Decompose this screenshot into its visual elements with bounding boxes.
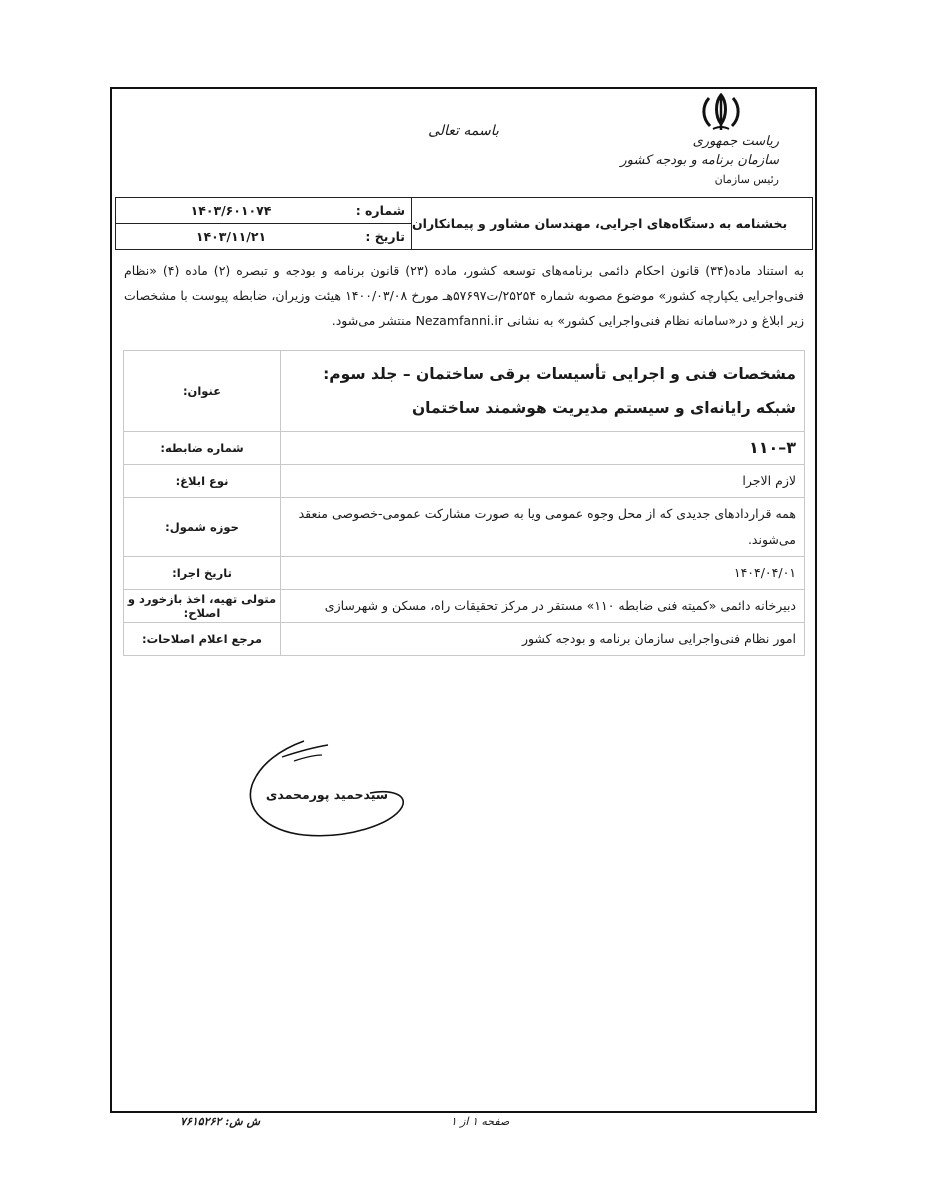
date-row <box>116 224 411 249</box>
org-line-head: رئیس سازمان <box>714 173 779 186</box>
notice-type-label: نوع ابلاغ: <box>124 465 281 498</box>
signatory-name: سیدحمید پورمحمدی <box>265 787 389 802</box>
effective-date-value: ۱۴۰۴/۰۴/۰۱ <box>281 557 805 590</box>
effective-date-label: تاریخ اجرا: <box>124 557 281 590</box>
organization-header <box>620 132 779 189</box>
date-value: ۱۴۰۳/۱۱/۲۱ <box>195 229 267 244</box>
invocation-text: باسمه تعالی <box>428 123 499 139</box>
number-date-box <box>116 198 412 249</box>
scope-value: همه قراردادهای جدیدی که از محل وجوه عمومی ویا به صورت مشارکت عمومی-خصوصی منعقد می‌شوند. <box>281 498 805 557</box>
table-row <box>124 557 805 590</box>
serial-number: ش ش: ۷۶۱۵۲۶۲ <box>180 1115 260 1128</box>
table-row <box>124 432 805 465</box>
code-value: ۳–۱۱۰ <box>281 432 805 465</box>
custodian-value: دبیرخانه دائمی «کمیته فنی ضابطه ۱۱۰» مستقر در مرکز تحقیقات راه، مسکن و شهرسازی <box>281 590 805 623</box>
number-value: ۱۴۰۳/۶۰۱۰۷۴ <box>190 203 272 218</box>
title-value: مشخصات فنی و اجرایی تأسیسات برقی ساختمان – جلد سوم: شبکه رایانه‌ای و سیستم مدیریت هوشمند ساختمان <box>281 351 805 432</box>
number-row <box>116 198 411 224</box>
custodian-label: متولی تهیه، اخذ بازخورد و اصلاح: <box>124 590 281 623</box>
intro-paragraph: به استناد ماده(۳۴) قانون احکام دائمی برنامه‌های توسعه کشور، ماده (۲۳) قانون برنامه و بودجه و تبصره (۲) ماده (۴) «نظام فنی‌واجرایی یکپارچه کشور» موضوع مصوبه شماره ۲۵۲۵۴/ت۵۷۶۹۷هـ مورخ ۱۴۰۰/۰۳/۰۸ هیئت وزیران، ضابطه پیوست با مشخصات زیر ابلاغ و در«سامانه نظام فنی‌واجرایی کشور» به نشانی Nezamfanni.ir منتشر می‌شود. <box>124 263 804 328</box>
page-number: صفحه ۱ از ۱ <box>450 1115 510 1128</box>
amendment-authority-value: امور نظام فنی‌واجرایی سازمان برنامه و بودجه کشور <box>281 623 805 656</box>
org-line-presidency: ریاست جمهوری <box>692 134 779 149</box>
table-row <box>124 465 805 498</box>
number-label: شماره : <box>355 203 405 218</box>
table-row <box>124 623 805 656</box>
letter-subject: بخشنامه به دستگاه‌های اجرایی، مهندسان مشاور و پیمانکاران <box>412 216 788 231</box>
table-row <box>124 351 805 432</box>
table-row <box>124 590 805 623</box>
scope-label: حوزه شمول: <box>124 498 281 557</box>
specification-table <box>123 350 805 656</box>
table-row <box>124 498 805 557</box>
org-line-organization: سازمان برنامه و بودجه کشور <box>620 153 779 168</box>
letter-meta-box <box>115 197 813 250</box>
code-label: شماره ضابطه: <box>124 432 281 465</box>
iran-emblem-icon <box>697 92 745 132</box>
title-label: عنوان: <box>124 351 281 432</box>
amendment-authority-label: مرجع اعلام اصلاحات: <box>124 623 281 656</box>
notice-type-value: لازم الاجرا <box>281 465 805 498</box>
date-label: تاریخ : <box>365 229 405 244</box>
